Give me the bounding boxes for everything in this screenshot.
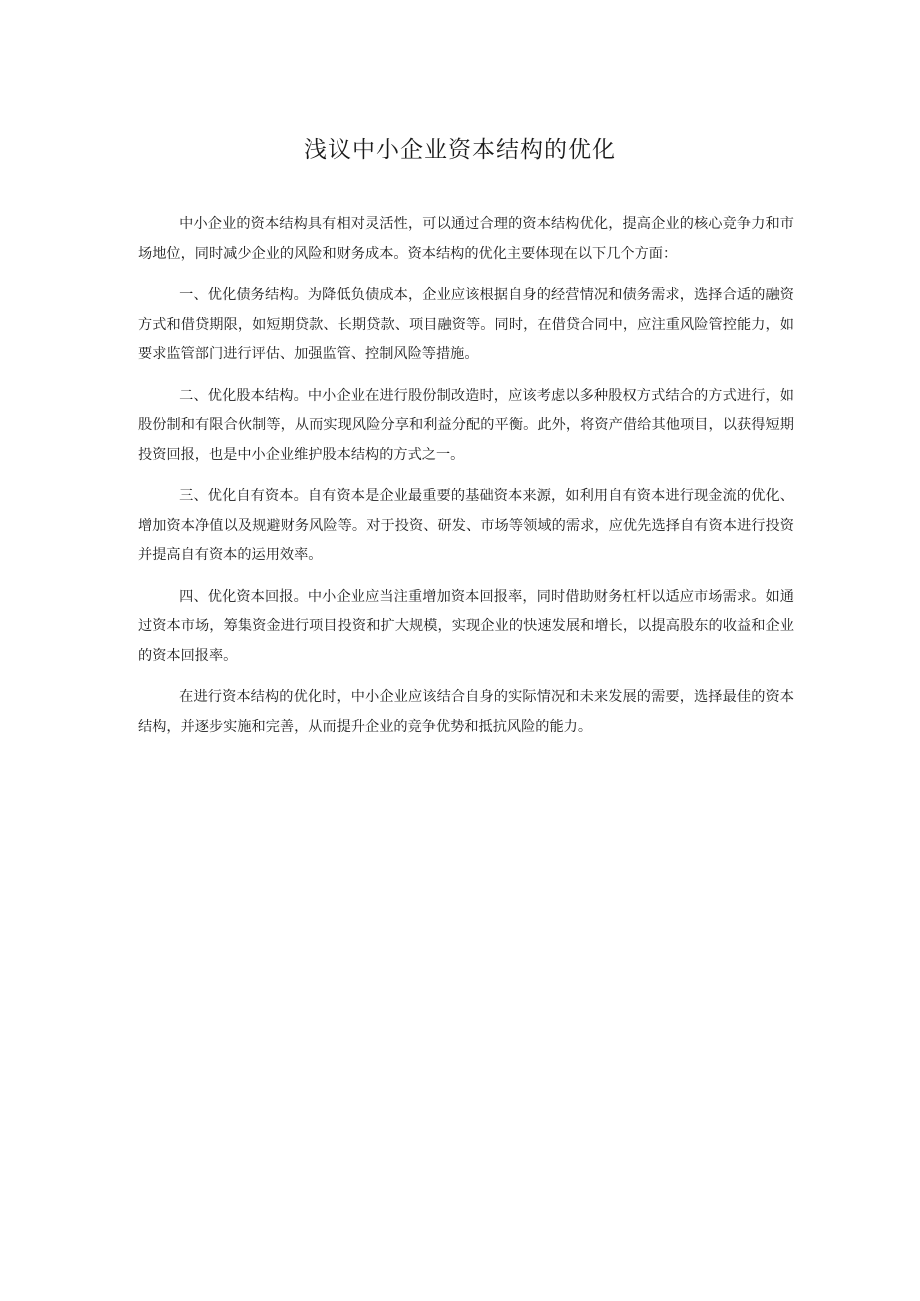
paragraph-equity-structure: 二、优化股本结构。中小企业在进行股份制改造时，应该考虑以多种股权方式结合的方式进行，如股份制和有限合伙制等，从而实现风险分享和利益分配的平衡。此外，将资产借给其他项目，以获得短期投资回报，也是中小企业维护股本结构的方式之一。 bbox=[138, 387, 794, 463]
paragraph-capital-return: 四、优化资本回报。中小企业应当注重增加资本回报率，同时借助财务杠杆以适应市场需求。如通过资本市场，筹集资金进行项目投资和扩大规模，实现企业的快速发展和增长，以提高股东的收益和企业的资本回报率。 bbox=[138, 588, 794, 664]
document-title: 浅议中小企业资本结构的优化 bbox=[304, 137, 616, 163]
paragraph-intro: 中小企业的资本结构具有相对灵活性，可以通过合理的资本结构优化，提高企业的核心竞争力和市场地位，同时减少企业的风险和财务成本。资本结构的优化主要体现在以下几个方面： bbox=[138, 216, 794, 262]
document-body bbox=[138, 210, 794, 754]
paragraph-conclusion: 在进行资本结构的优化时，中小企业应该结合自身的实际情况和未来发展的需要，选择最佳的资本结构，并逐步实施和完善，从而提升企业的竞争优势和抵抗风险的能力。 bbox=[138, 689, 794, 735]
paragraph-own-capital: 三、优化自有资本。自有资本是企业最重要的基础资本来源，如利用自有资本进行现金流的优化、增加资本净值以及规避财务风险等。对于投资、研发、市场等领域的需求，应优先选择自有资本进行投资并提高自有资本的运用效率。 bbox=[138, 488, 794, 563]
paragraph-debt-structure: 一、优化债务结构。为降低负债成本，企业应该根据自身的经营情况和债务需求，选择合适的融资方式和借贷期限，如短期贷款、长期贷款、项目融资等。同时，在借贷合同中，应注重风险管控能力，如要求监管部门进行评估、加强监管、控制风险等措施。 bbox=[138, 287, 794, 362]
